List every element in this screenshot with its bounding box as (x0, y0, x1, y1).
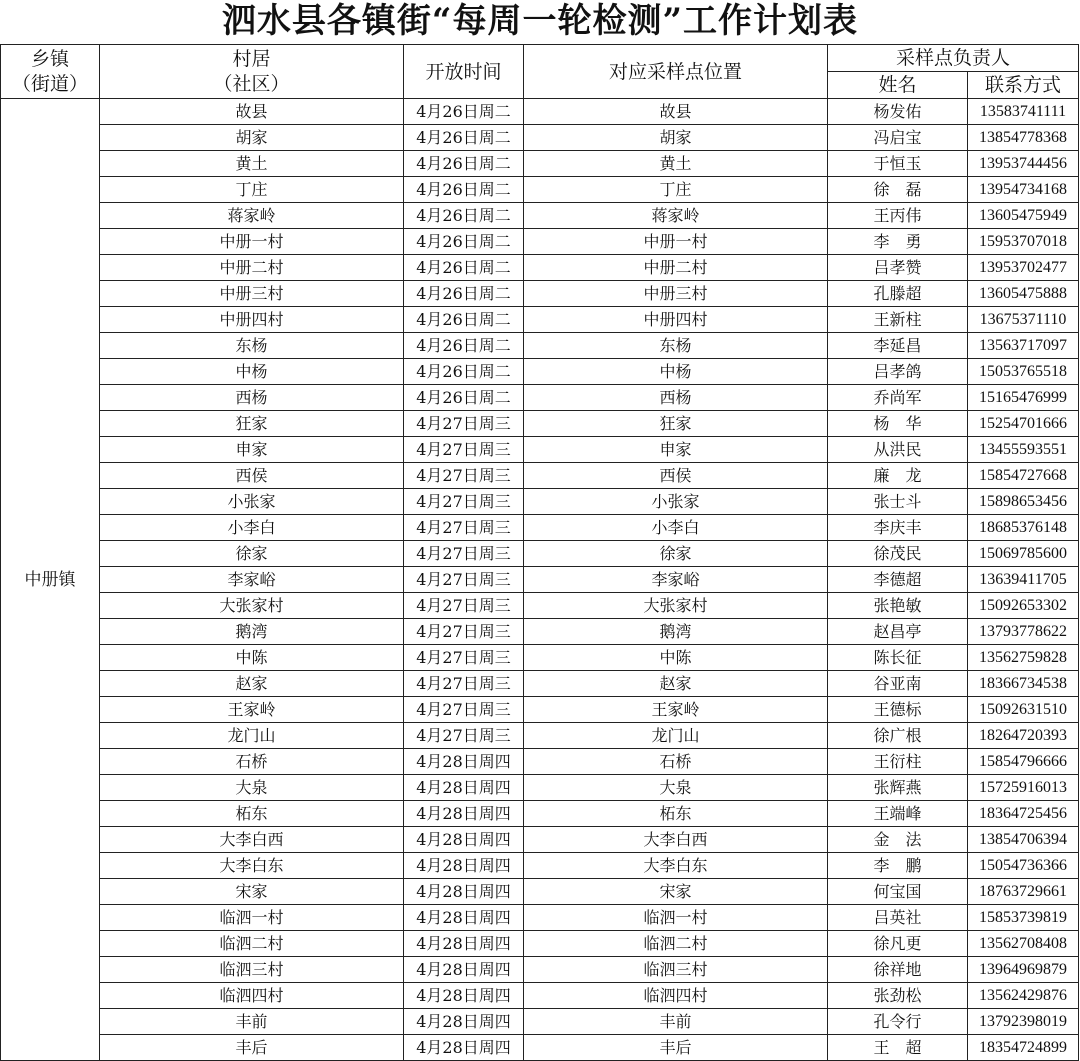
sample-location-cell: 中陈 (524, 645, 828, 671)
phone-cell: 13954734168 (968, 177, 1079, 203)
open-time-cell: 4月28日周四 (404, 957, 524, 983)
table-row (1, 697, 1079, 723)
open-time-cell: 4月27日周三 (404, 723, 524, 749)
village-cell: 中册二村 (100, 255, 404, 281)
table-row (1, 463, 1079, 489)
village-cell: 中杨 (100, 359, 404, 385)
sample-location-cell: 柘东 (524, 801, 828, 827)
open-time-cell: 4月27日周三 (404, 645, 524, 671)
phone-cell: 13792398019 (968, 1009, 1079, 1035)
person-name-cell: 孔滕超 (828, 281, 968, 307)
table-row (1, 515, 1079, 541)
phone-cell: 13953702477 (968, 255, 1079, 281)
person-name-cell: 王衍柱 (828, 749, 968, 775)
header-sample-location: 对应采样点位置 (524, 45, 828, 99)
phone-cell: 13793778622 (968, 619, 1079, 645)
person-name-cell: 李 勇 (828, 229, 968, 255)
sample-location-cell: 中册一村 (524, 229, 828, 255)
phone-cell: 13605475949 (968, 203, 1079, 229)
person-name-cell: 吕孝赞 (828, 255, 968, 281)
header-town-line1: 乡镇 (30, 47, 69, 70)
person-name-cell: 王德标 (828, 697, 968, 723)
village-cell: 蒋家岭 (100, 203, 404, 229)
village-cell: 李家峪 (100, 567, 404, 593)
sample-location-cell: 赵家 (524, 671, 828, 697)
page-title: 泗水县各镇街“每周一轮检测”工作计划表 (221, 1, 859, 41)
table-row (1, 931, 1079, 957)
village-cell: 赵家 (100, 671, 404, 697)
open-time-cell: 4月28日周四 (404, 983, 524, 1009)
table-row (1, 983, 1079, 1009)
sample-location-cell: 大李白东 (524, 853, 828, 879)
sample-location-cell: 中杨 (524, 359, 828, 385)
sample-location-cell: 徐家 (524, 541, 828, 567)
open-time-cell: 4月26日周二 (404, 359, 524, 385)
open-time-cell: 4月26日周二 (404, 151, 524, 177)
person-name-cell: 王丙伟 (828, 203, 968, 229)
sample-location-cell: 石桥 (524, 749, 828, 775)
sample-location-cell: 中册二村 (524, 255, 828, 281)
village-cell: 丰后 (100, 1035, 404, 1061)
sample-location-cell: 宋家 (524, 879, 828, 905)
phone-cell: 13562708408 (968, 931, 1079, 957)
sample-location-cell: 大泉 (524, 775, 828, 801)
sample-location-cell: 丰前 (524, 1009, 828, 1035)
phone-cell: 15092631510 (968, 697, 1079, 723)
village-cell: 丁庄 (100, 177, 404, 203)
table-row (1, 281, 1079, 307)
open-time-cell: 4月28日周四 (404, 879, 524, 905)
phone-cell: 18763729661 (968, 879, 1079, 905)
phone-cell: 13854778368 (968, 125, 1079, 151)
village-cell: 丰前 (100, 1009, 404, 1035)
sample-location-cell: 王家岭 (524, 697, 828, 723)
phone-cell: 15069785600 (968, 541, 1079, 567)
phone-cell: 13563717097 (968, 333, 1079, 359)
phone-cell: 13854706394 (968, 827, 1079, 853)
table-row (1, 177, 1079, 203)
person-name-cell: 乔尚军 (828, 385, 968, 411)
sample-location-cell: 大李白西 (524, 827, 828, 853)
sample-location-cell: 东杨 (524, 333, 828, 359)
sample-location-cell: 小张家 (524, 489, 828, 515)
open-time-cell: 4月27日周三 (404, 489, 524, 515)
table-row (1, 1035, 1079, 1061)
person-name-cell: 徐 磊 (828, 177, 968, 203)
table-row (1, 489, 1079, 515)
open-time-cell: 4月26日周二 (404, 333, 524, 359)
person-name-cell: 于恒玉 (828, 151, 968, 177)
phone-cell: 13964969879 (968, 957, 1079, 983)
phone-cell: 15725916013 (968, 775, 1079, 801)
village-cell: 申家 (100, 437, 404, 463)
table-row (1, 619, 1079, 645)
table-header (1, 45, 1079, 99)
sample-location-cell: 李家峪 (524, 567, 828, 593)
table-row (1, 723, 1079, 749)
phone-cell: 18264720393 (968, 723, 1079, 749)
person-name-cell: 徐祥地 (828, 957, 968, 983)
phone-cell: 15254701666 (968, 411, 1079, 437)
table-row (1, 229, 1079, 255)
person-name-cell: 张士斗 (828, 489, 968, 515)
phone-cell: 18364725456 (968, 801, 1079, 827)
person-name-cell: 王 超 (828, 1035, 968, 1061)
person-name-cell: 张艳敏 (828, 593, 968, 619)
sample-location-cell: 中册四村 (524, 307, 828, 333)
person-name-cell: 徐广根 (828, 723, 968, 749)
header-town-line2: （街道） (11, 72, 88, 95)
open-time-cell: 4月27日周三 (404, 437, 524, 463)
village-cell: 故县 (100, 99, 404, 125)
open-time-cell: 4月27日周三 (404, 619, 524, 645)
open-time-cell: 4月26日周二 (404, 281, 524, 307)
header-village-line2: （社区） (213, 72, 290, 95)
table-body (1, 99, 1079, 1061)
table-row (1, 437, 1079, 463)
phone-cell: 18366734538 (968, 671, 1079, 697)
table-row (1, 125, 1079, 151)
village-cell: 大李白东 (100, 853, 404, 879)
open-time-cell: 4月28日周四 (404, 1035, 524, 1061)
table-row (1, 827, 1079, 853)
header-village (100, 45, 404, 99)
sample-location-cell: 丰后 (524, 1035, 828, 1061)
phone-cell: 15854727668 (968, 463, 1079, 489)
phone-cell: 15898653456 (968, 489, 1079, 515)
phone-cell: 15953707018 (968, 229, 1079, 255)
open-time-cell: 4月27日周三 (404, 463, 524, 489)
person-name-cell: 徐凡更 (828, 931, 968, 957)
village-cell: 宋家 (100, 879, 404, 905)
phone-cell: 15854796666 (968, 749, 1079, 775)
village-cell: 西杨 (100, 385, 404, 411)
sample-location-cell: 西侯 (524, 463, 828, 489)
open-time-cell: 4月28日周四 (404, 853, 524, 879)
header-person-group: 采样点负责人 (828, 45, 1079, 72)
phone-cell: 13639411705 (968, 567, 1079, 593)
header-open-time: 开放时间 (404, 45, 524, 99)
open-time-cell: 4月28日周四 (404, 827, 524, 853)
open-time-cell: 4月27日周三 (404, 541, 524, 567)
table-row (1, 749, 1079, 775)
person-name-cell: 王端峰 (828, 801, 968, 827)
sample-location-cell: 临泗一村 (524, 905, 828, 931)
village-cell: 黄土 (100, 151, 404, 177)
table-row (1, 333, 1079, 359)
open-time-cell: 4月26日周二 (404, 177, 524, 203)
table-row (1, 359, 1079, 385)
village-cell: 胡家 (100, 125, 404, 151)
open-time-cell: 4月26日周二 (404, 125, 524, 151)
table-row (1, 1009, 1079, 1035)
table-row (1, 853, 1079, 879)
phone-cell: 15054736366 (968, 853, 1079, 879)
village-cell: 临泗一村 (100, 905, 404, 931)
open-time-cell: 4月27日周三 (404, 515, 524, 541)
town-cell: 中册镇 (1, 99, 100, 1061)
table-row (1, 645, 1079, 671)
village-cell: 柘东 (100, 801, 404, 827)
person-name-cell: 李延昌 (828, 333, 968, 359)
village-cell: 中陈 (100, 645, 404, 671)
sample-location-cell: 鹅湾 (524, 619, 828, 645)
open-time-cell: 4月28日周四 (404, 801, 524, 827)
open-time-cell: 4月28日周四 (404, 775, 524, 801)
open-time-cell: 4月28日周四 (404, 931, 524, 957)
sample-location-cell: 申家 (524, 437, 828, 463)
table-row (1, 151, 1079, 177)
sample-location-cell: 狂家 (524, 411, 828, 437)
village-cell: 小李白 (100, 515, 404, 541)
village-cell: 中册一村 (100, 229, 404, 255)
table-row (1, 593, 1079, 619)
person-name-cell: 廉 龙 (828, 463, 968, 489)
person-name-cell: 孔令行 (828, 1009, 968, 1035)
table-row (1, 307, 1079, 333)
table-row (1, 255, 1079, 281)
phone-cell: 15853739819 (968, 905, 1079, 931)
table-row (1, 801, 1079, 827)
village-cell: 徐家 (100, 541, 404, 567)
person-name-cell: 从洪民 (828, 437, 968, 463)
person-name-cell: 何宝国 (828, 879, 968, 905)
village-cell: 王家岭 (100, 697, 404, 723)
sample-location-cell: 丁庄 (524, 177, 828, 203)
person-name-cell: 谷亚南 (828, 671, 968, 697)
person-name-cell: 陈长征 (828, 645, 968, 671)
sample-location-cell: 西杨 (524, 385, 828, 411)
open-time-cell: 4月27日周三 (404, 411, 524, 437)
sample-location-cell: 蒋家岭 (524, 203, 828, 229)
open-time-cell: 4月28日周四 (404, 905, 524, 931)
table-row (1, 203, 1079, 229)
person-name-cell: 吕英社 (828, 905, 968, 931)
village-cell: 鹅湾 (100, 619, 404, 645)
phone-cell: 13953744456 (968, 151, 1079, 177)
person-name-cell: 吕孝鸽 (828, 359, 968, 385)
village-cell: 中册四村 (100, 307, 404, 333)
table-row (1, 385, 1079, 411)
phone-cell: 13455593551 (968, 437, 1079, 463)
person-name-cell: 杨 华 (828, 411, 968, 437)
phone-cell: 15053765518 (968, 359, 1079, 385)
sample-location-cell: 小李白 (524, 515, 828, 541)
person-name-cell: 张辉燕 (828, 775, 968, 801)
sample-location-cell: 中册三村 (524, 281, 828, 307)
phone-cell: 13605475888 (968, 281, 1079, 307)
phone-cell: 15165476999 (968, 385, 1079, 411)
table-row (1, 879, 1079, 905)
open-time-cell: 4月27日周三 (404, 567, 524, 593)
phone-cell: 13675371110 (968, 307, 1079, 333)
village-cell: 临泗三村 (100, 957, 404, 983)
sample-location-cell: 故县 (524, 99, 828, 125)
person-name-cell: 杨发佑 (828, 99, 968, 125)
person-name-cell: 徐茂民 (828, 541, 968, 567)
person-name-cell: 李德超 (828, 567, 968, 593)
village-cell: 临泗二村 (100, 931, 404, 957)
open-time-cell: 4月28日周四 (404, 749, 524, 775)
table-row (1, 905, 1079, 931)
table-row (1, 541, 1079, 567)
header-town (1, 45, 100, 99)
person-name-cell: 金 法 (828, 827, 968, 853)
header-name: 姓名 (828, 72, 968, 99)
village-cell: 石桥 (100, 749, 404, 775)
table-row (1, 957, 1079, 983)
phone-cell: 13583741111 (968, 99, 1079, 125)
header-contact: 联系方式 (968, 72, 1079, 99)
phone-cell: 13562759828 (968, 645, 1079, 671)
open-time-cell: 4月27日周三 (404, 697, 524, 723)
sample-location-cell: 大张家村 (524, 593, 828, 619)
open-time-cell: 4月26日周二 (404, 385, 524, 411)
person-name-cell: 张劲松 (828, 983, 968, 1009)
sample-location-cell: 临泗二村 (524, 931, 828, 957)
person-name-cell: 冯启宝 (828, 125, 968, 151)
village-cell: 东杨 (100, 333, 404, 359)
table-row (1, 99, 1079, 125)
table-row (1, 411, 1079, 437)
sample-location-cell: 临泗三村 (524, 957, 828, 983)
village-cell: 中册三村 (100, 281, 404, 307)
phone-cell: 18685376148 (968, 515, 1079, 541)
open-time-cell: 4月27日周三 (404, 671, 524, 697)
header-village-line1: 村居 (232, 47, 271, 70)
sample-location-cell: 胡家 (524, 125, 828, 151)
village-cell: 小张家 (100, 489, 404, 515)
open-time-cell: 4月28日周四 (404, 1009, 524, 1035)
open-time-cell: 4月26日周二 (404, 255, 524, 281)
sample-location-cell: 龙门山 (524, 723, 828, 749)
village-cell: 西侯 (100, 463, 404, 489)
open-time-cell: 4月26日周二 (404, 229, 524, 255)
village-cell: 临泗四村 (100, 983, 404, 1009)
village-cell: 龙门山 (100, 723, 404, 749)
phone-cell: 15092653302 (968, 593, 1079, 619)
open-time-cell: 4月26日周二 (404, 203, 524, 229)
person-name-cell: 李庆丰 (828, 515, 968, 541)
sample-location-cell: 黄土 (524, 151, 828, 177)
open-time-cell: 4月26日周二 (404, 307, 524, 333)
plan-table (0, 44, 1079, 1061)
village-cell: 狂家 (100, 411, 404, 437)
person-name-cell: 王新柱 (828, 307, 968, 333)
sample-location-cell: 临泗四村 (524, 983, 828, 1009)
phone-cell: 18354724899 (968, 1035, 1079, 1061)
person-name-cell: 李 鹏 (828, 853, 968, 879)
phone-cell: 13562429876 (968, 983, 1079, 1009)
open-time-cell: 4月26日周二 (404, 99, 524, 125)
person-name-cell: 赵昌亭 (828, 619, 968, 645)
village-cell: 大张家村 (100, 593, 404, 619)
table-row (1, 671, 1079, 697)
open-time-cell: 4月27日周三 (404, 593, 524, 619)
village-cell: 大李白西 (100, 827, 404, 853)
village-cell: 大泉 (100, 775, 404, 801)
table-row (1, 567, 1079, 593)
table-row (1, 775, 1079, 801)
